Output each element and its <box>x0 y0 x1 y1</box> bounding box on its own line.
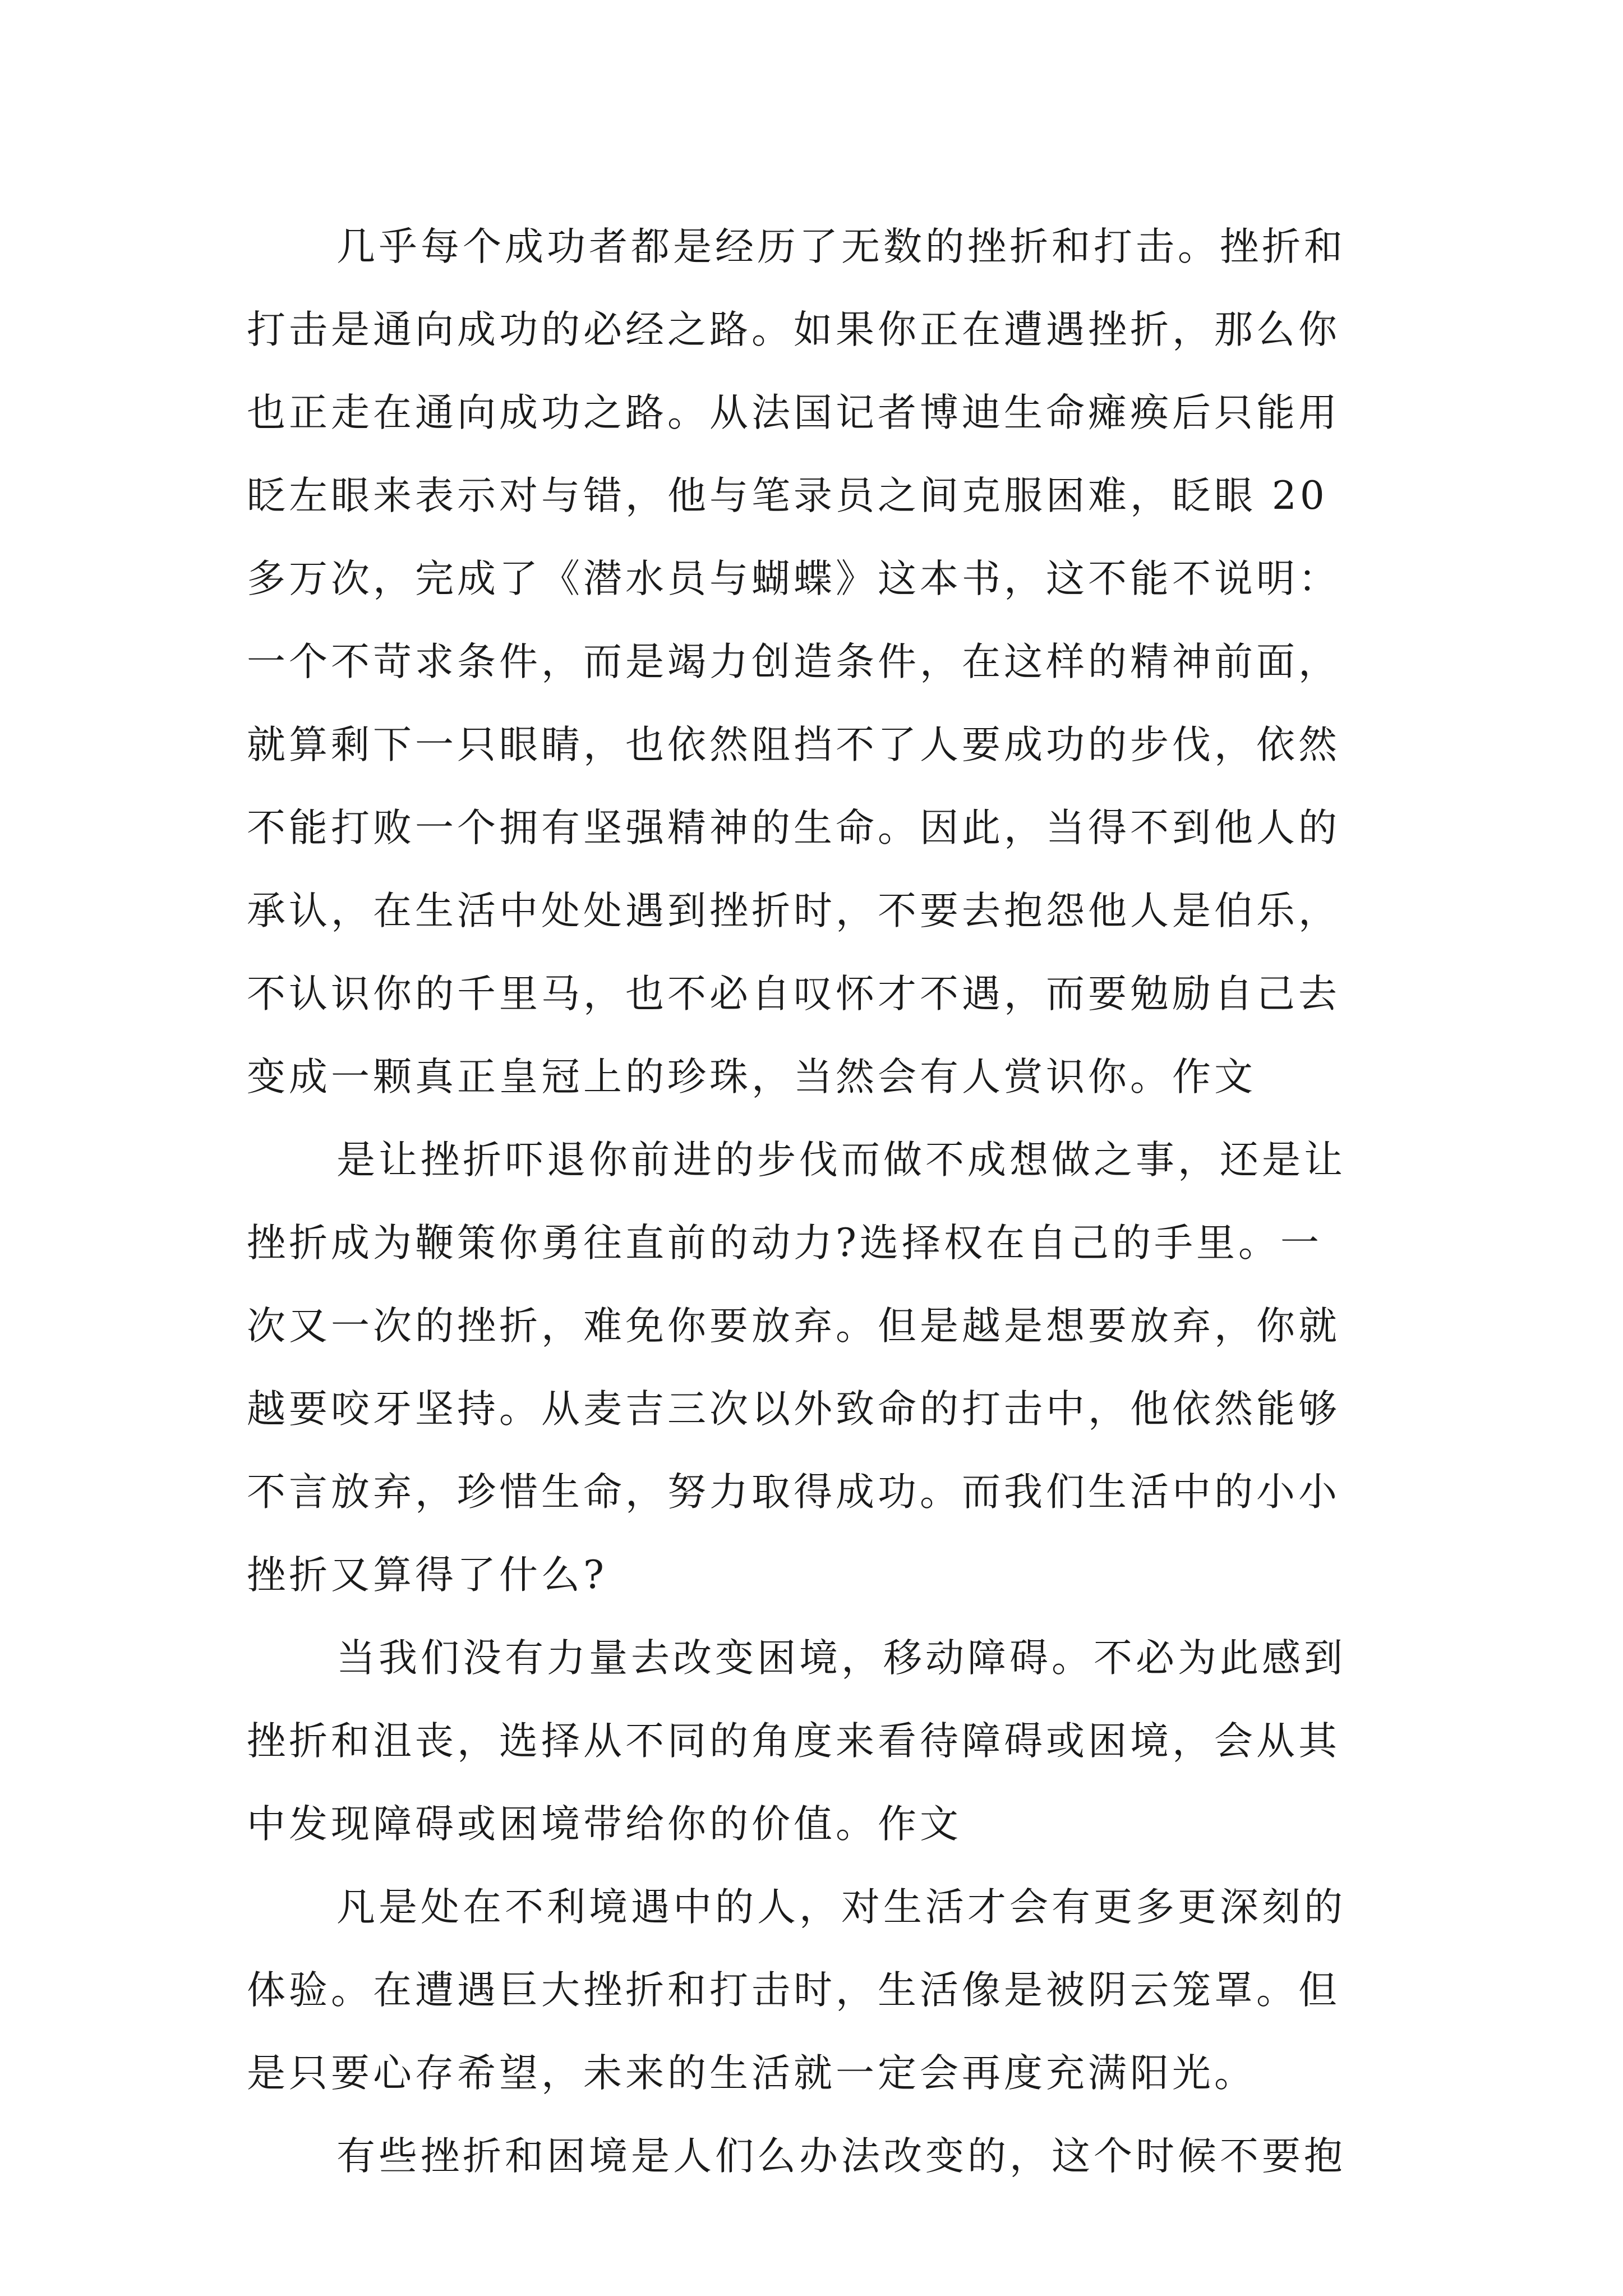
text-line: 有些挫折和困境是人们么办法改变的，这个时候不要抱 <box>336 2134 1346 2179</box>
text-line: 也正走在通向成功之路。从法国记者博迪生命瘫痪后只能用 <box>247 390 1340 435</box>
text-line: 是只要心存希望，未来的生活就一定会再度充满阳光。 <box>247 2051 1256 2096</box>
text-line: 次又一次的挫折，难免你要放弃。但是越是想要放弃，你就 <box>247 1304 1340 1349</box>
text-line: 体验。在遭遇巨大挫折和打击时，生活像是被阴云笼罩。但 <box>247 1968 1340 2013</box>
text-line: 是让挫折吓退你前进的步伐而做不成想做之事，还是让 <box>336 1138 1346 1182</box>
text-line: 一个不苛求条件，而是竭力创造条件，在这样的精神前面， <box>247 639 1340 684</box>
paragraph-3 <box>247 1617 1374 1866</box>
document-body <box>247 205 1374 2198</box>
text-line: 几乎每个成功者都是经历了无数的挫折和打击。挫折和 <box>336 224 1346 269</box>
text-line: 多万次，完成了《潜水员与蝴蝶》这本书，这不能不说明： <box>247 556 1340 601</box>
paragraph-4 <box>247 1866 1374 2115</box>
text-line: 越要咬牙坚持。从麦吉三次以外致命的打击中，他依然能够 <box>247 1387 1340 1432</box>
paragraph-2 <box>247 1119 1374 1617</box>
paragraph-5 <box>247 2115 1374 2198</box>
text-line: 挫折成为鞭策你勇往直前的动力?选择权在自己的手里。一 <box>247 1221 1322 1266</box>
text-line: 挫折又算得了什么? <box>247 1553 607 1598</box>
text-line: 就算剩下一只眼睛，也依然阻挡不了人要成功的步伐，依然 <box>247 723 1340 767</box>
text-line: 眨左眼来表示对与错，他与笔录员之间克服困难，眨眼 20 <box>247 473 1328 518</box>
text-line: 不言放弃，珍惜生命，努力取得成功。而我们生活中的小小 <box>247 1470 1340 1515</box>
text-line: 打击是通向成功的必经之路。如果你正在遭遇挫折，那么你 <box>247 307 1340 352</box>
text-line: 变成一颗真正皇冠上的珍珠，当然会有人赏识你。作文 <box>247 1055 1256 1099</box>
text-line: 不能打败一个拥有坚强精神的生命。因此，当得不到他人的 <box>247 806 1340 850</box>
text-line: 不认识你的千里马，也不必自叹怀才不遇，而要勉励自己去 <box>247 972 1340 1016</box>
text-line: 挫折和沮丧，选择从不同的角度来看待障碍或困境，会从其 <box>247 1719 1340 1764</box>
text-line: 凡是处在不利境遇中的人，对生活才会有更多更深刻的 <box>336 1885 1346 1930</box>
paragraph-1 <box>247 205 1374 1119</box>
text-line: 中发现障碍或困境带给你的价值。作文 <box>247 1802 962 1847</box>
text-line: 当我们没有力量去改变困境，移动障碍。不必为此感到 <box>336 1636 1346 1681</box>
text-line: 承认，在生活中处处遇到挫折时，不要去抱怨他人是伯乐， <box>247 889 1340 933</box>
